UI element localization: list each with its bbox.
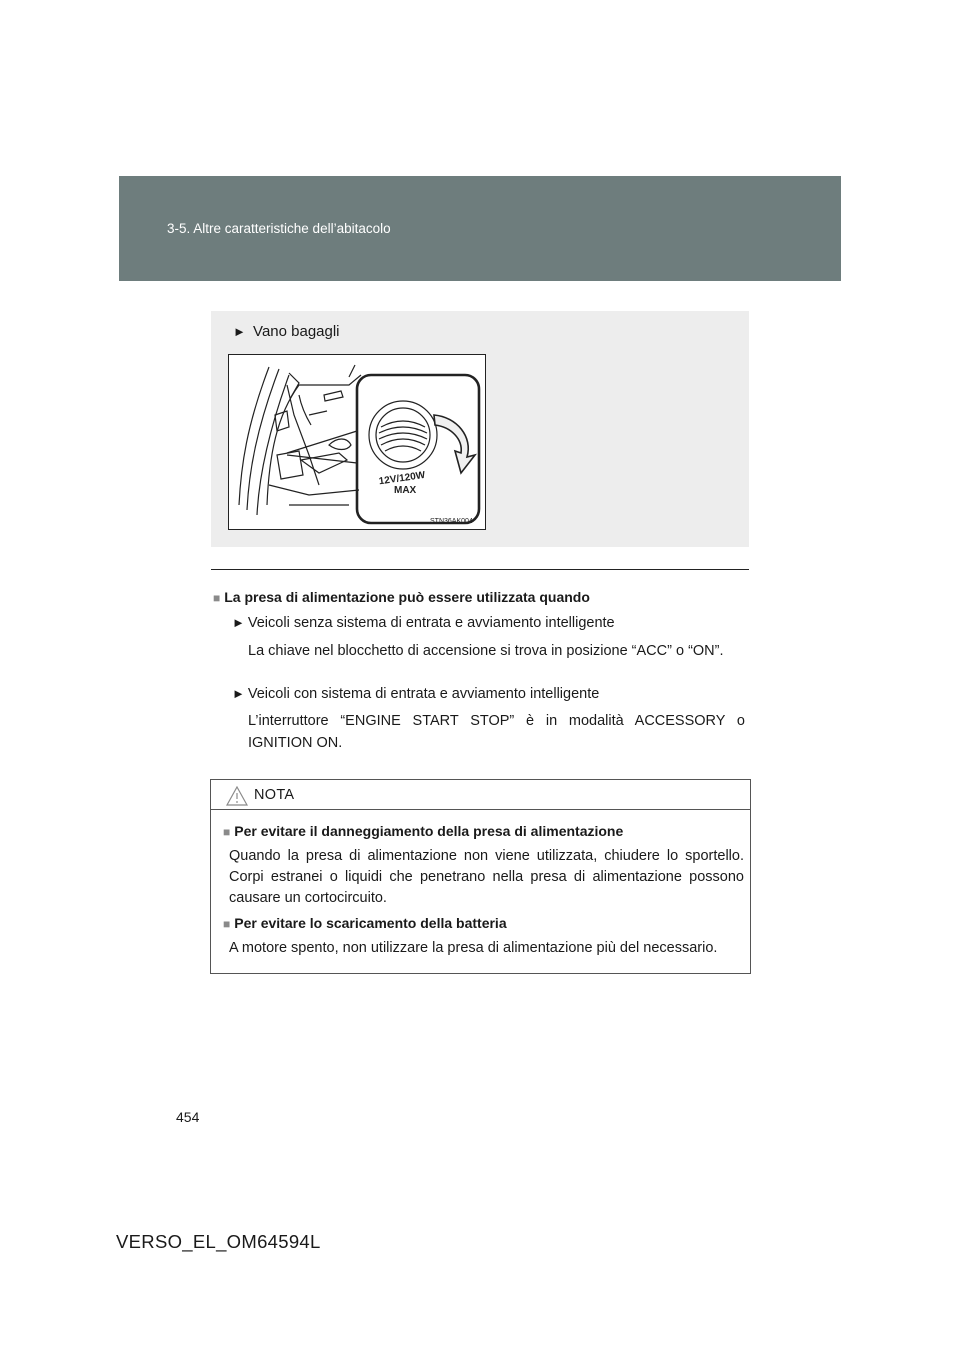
- usage-item-description: L’interruttore “ENGINE START STOP” è in modalità ACCESSORY o IGNITION ON.: [248, 713, 745, 751]
- section-divider: [211, 569, 749, 570]
- square-bullet-icon: ■: [223, 917, 231, 931]
- notice-section-text: Quando la presa di alimentazione non viene utilizzata, chiudere lo sportello. Corpi estranei o liquidi che penetrano nella presa di alimentazione possono causare un cortocircuito.: [229, 848, 744, 906]
- socket-rating-text: 12V/120W: [378, 469, 426, 488]
- figure-label-text: Vano bagagli: [253, 323, 340, 340]
- triangle-right-icon: ►: [232, 686, 245, 701]
- section-title: 3-5. Altre caratteristiche dell’abitacolo: [167, 221, 391, 236]
- luggage-compartment-illustration: [228, 354, 486, 530]
- socket-rating-max: MAX: [394, 485, 417, 496]
- power-outlet-drawing: [229, 355, 485, 529]
- page-number: 454: [176, 1109, 200, 1125]
- notice-section-heading: [223, 913, 744, 935]
- usage-item-label-text: Veicoli senza sistema di entrata e avviamento intelligente: [247, 615, 615, 631]
- usage-item-description: La chiave nel blocchetto di accensione si trova in posizione “ACC” o “ON”.: [248, 643, 724, 659]
- usage-item-label: [213, 612, 764, 634]
- usage-item-label: [213, 683, 764, 705]
- figure-code: STN36AK004: [430, 518, 473, 525]
- notice-title: NOTA: [254, 787, 295, 803]
- triangle-right-icon: ►: [232, 615, 245, 630]
- warning-triangle-icon: [226, 786, 248, 806]
- figure-panel: [211, 311, 749, 547]
- usage-item-label-text: Veicoli con sistema di entrata e avviamento intelligente: [247, 686, 600, 702]
- document-code: VERSO_EL_OM64594L: [116, 1231, 321, 1252]
- usage-heading: [213, 586, 745, 609]
- square-bullet-icon: ■: [223, 825, 231, 839]
- notice-section-heading: [223, 821, 744, 843]
- notice-box: [210, 779, 751, 974]
- notice-body: [211, 810, 750, 959]
- section-header: [119, 176, 841, 281]
- notice-section-heading-text: Per evitare il danneggiamento della presa di alimentazione: [234, 823, 624, 839]
- triangle-right-icon: ►: [233, 324, 246, 339]
- square-bullet-icon: ■: [213, 591, 221, 605]
- notice-header: [211, 780, 750, 810]
- notice-section-heading-text: Per evitare lo scaricamento della batteria: [234, 915, 507, 931]
- figure-label: [233, 323, 340, 340]
- usage-heading-text: La presa di alimentazione può essere utilizzata quando: [224, 589, 590, 605]
- notice-section-text: A motore spento, non utilizzare la presa di alimentazione più del necessario.: [229, 940, 718, 956]
